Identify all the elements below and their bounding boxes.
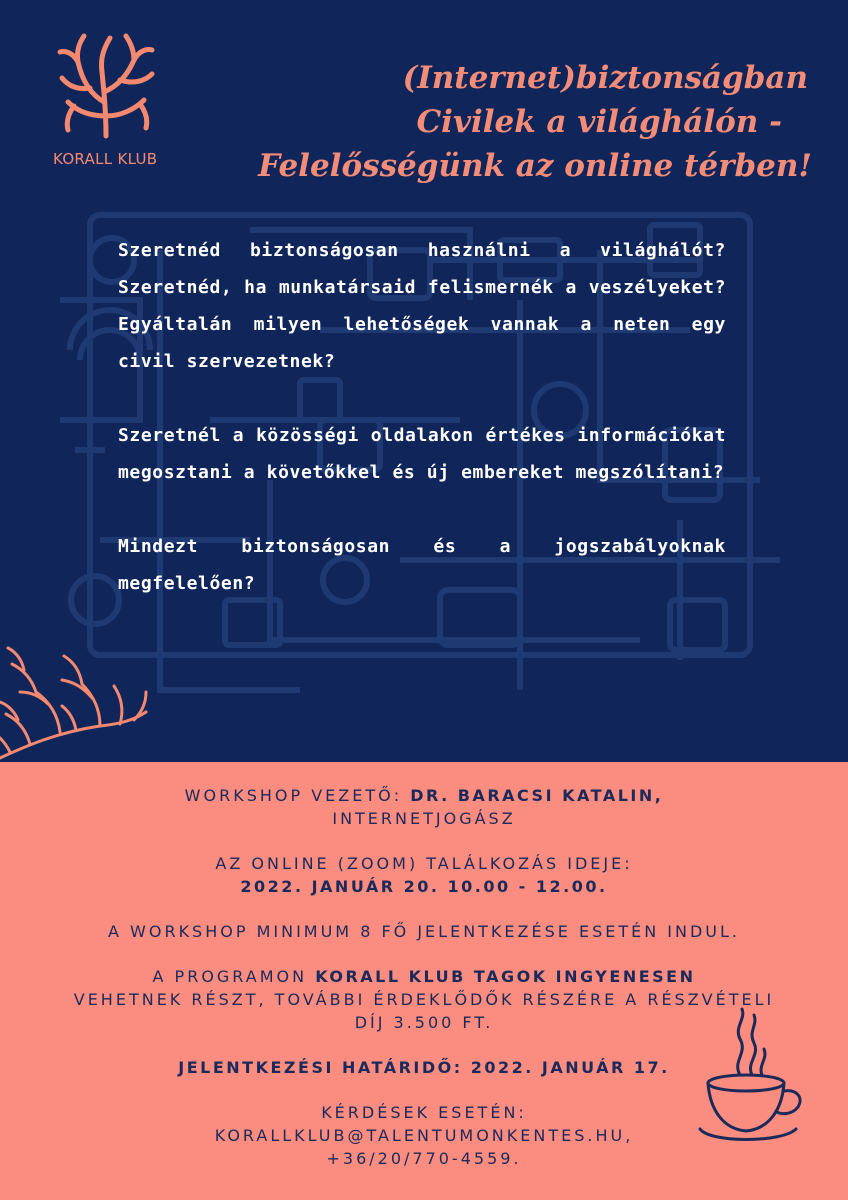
korall-klub-logo	[50, 32, 160, 168]
program-prefix: A PROGRAMON	[152, 967, 308, 986]
deadline-value: JELENTKEZÉSI HATÁRIDŐ: 2022. JANUÁR 17.	[178, 1058, 670, 1077]
contact-phone[interactable]: +36/20/770-4559.	[326, 1149, 522, 1168]
deadline-text	[60, 1056, 788, 1079]
intro-paragraph-2: Szeretnél a közösségi oldalakon értékes információkat megosztani a követőkkel és új embereket megszólítani?	[118, 425, 726, 483]
title-line-2: Civilek a világhálón -	[416, 104, 782, 140]
questions-label: KÉRDÉSEK ESETÉN:	[321, 1103, 527, 1122]
coral-logo-icon	[54, 32, 158, 140]
leader-role: INTERNETJOGÁSZ	[332, 809, 516, 828]
coral-branch-icon	[0, 640, 150, 762]
program-bold: KORALL KLUB TAGOK INGYENESEN	[315, 967, 696, 986]
time-block	[60, 852, 788, 898]
title-line-3: Felelősségünk az online térben!	[258, 148, 812, 184]
page-title	[252, 56, 812, 188]
leader-name: DR. BARACSI KATALIN,	[410, 786, 664, 805]
workshop-info	[60, 784, 788, 1192]
minimum-text: A WORKSHOP MINIMUM 8 FŐ JELENTKEZÉSE ESETÉN INDUL.	[108, 922, 740, 941]
contact-email[interactable]: KORALLKLUB@TALENTUMONKENTES.HU,	[214, 1126, 634, 1145]
intro-paragraph-3: Mindezt biztonságosan és a jogszabályoknak megfelelően?	[118, 536, 726, 594]
time-value: 2022. JANUÁR 20. 10.00 - 12.00.	[240, 877, 608, 896]
logo-text: KORALL KLUB	[53, 150, 158, 168]
title-line-1: (Internet)biztonságban	[402, 60, 808, 96]
leader-block	[60, 784, 788, 830]
intro-text	[118, 232, 726, 639]
program-rest: VEHETNEK RÉSZT, TOVÁBBI ÉRDEKLŐDŐK RÉSZÉRE A RÉSZVÉTELI DÍJ 3.500 FT.	[73, 990, 775, 1032]
time-label: AZ ONLINE (ZOOM) TALÁLKOZÁS IDEJE:	[215, 854, 633, 873]
program-block	[60, 965, 788, 1034]
intro-paragraph-1: Szeretnéd biztonságosan használni a világhálót? Szeretnéd, ha munkatársaid felismernék a veszélyeket? Egyáltalán milyen lehetőségek vannak a neten egy civil szervezetnek?	[118, 240, 726, 372]
contact-block	[60, 1101, 788, 1170]
leader-label: WORKSHOP VEZETŐ:	[184, 786, 403, 805]
